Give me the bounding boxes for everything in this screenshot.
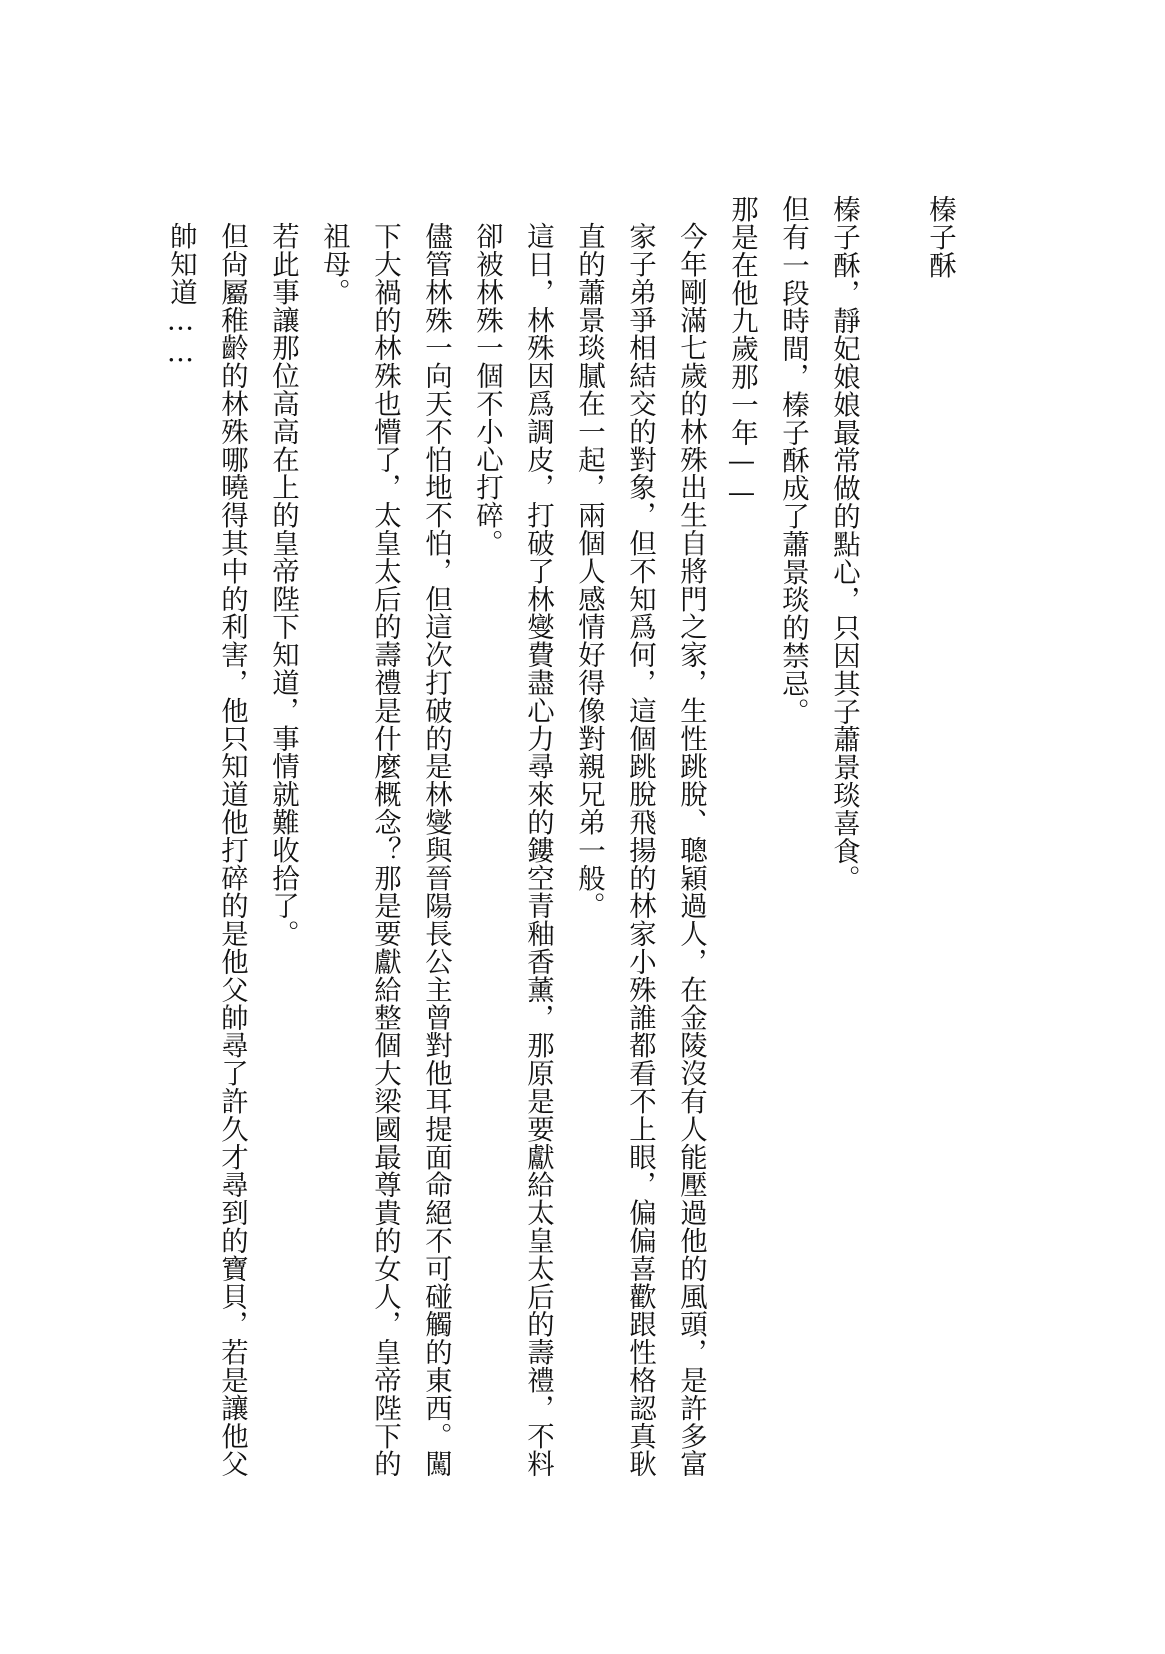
paragraph: 那是在他九歲那一年—— bbox=[726, 195, 757, 510]
document-title: 榛子酥 bbox=[924, 195, 955, 279]
paragraph: 若此事讓那位高高在上的皇帝陛下知道，事情就難收拾了。 bbox=[267, 222, 298, 948]
paragraph: 今年剛滿七歲的林殊出生自將門之家，生性跳脫、聰穎過人，在金陵沒有人能壓過他的風頭，是許多富家子弟爭相結交的對象，但不知爲何，這個跳脫飛揚的林家小殊誰都看不上眼，偏偏喜歡跟性格認真耿直的蕭景琰膩在一起，兩個人感情好得像對親兄弟一般。 bbox=[573, 222, 706, 1478]
paragraph: 儘管林殊一向天不怕地不怕，但這次打破的是林燮與晉陽長公主曾對他耳提面命絕不可碰觸的東西。闖下大禍的林殊也懵了，太皇太后的壽禮是什麼概念？那是要獻給整個大梁國最尊貴的女人，皇帝陛下的祖母。 bbox=[318, 222, 451, 1478]
paragraph: 但有一段時間，榛子酥成了蕭景琰的禁忌。 bbox=[777, 195, 808, 726]
paragraph: 但尙屬稚齡的林殊哪曉得其中的利害，他只知道他打碎的是他父帥尋了許久才尋到的寶貝，若是讓他父帥知道…… bbox=[165, 222, 247, 1478]
paragraph: 榛子酥，靜妃娘娘最常做的點心，只因其子蕭景琰喜食。 bbox=[828, 195, 859, 893]
vertical-text-body bbox=[155, 195, 965, 1485]
paragraph: 這日，林殊因爲調皮，打破了林燮費盡心力尋來的鏤空青釉香薰，那原是要獻給太皇太后的壽禮，不料卻被林殊一個不小心打碎。 bbox=[471, 222, 553, 1478]
